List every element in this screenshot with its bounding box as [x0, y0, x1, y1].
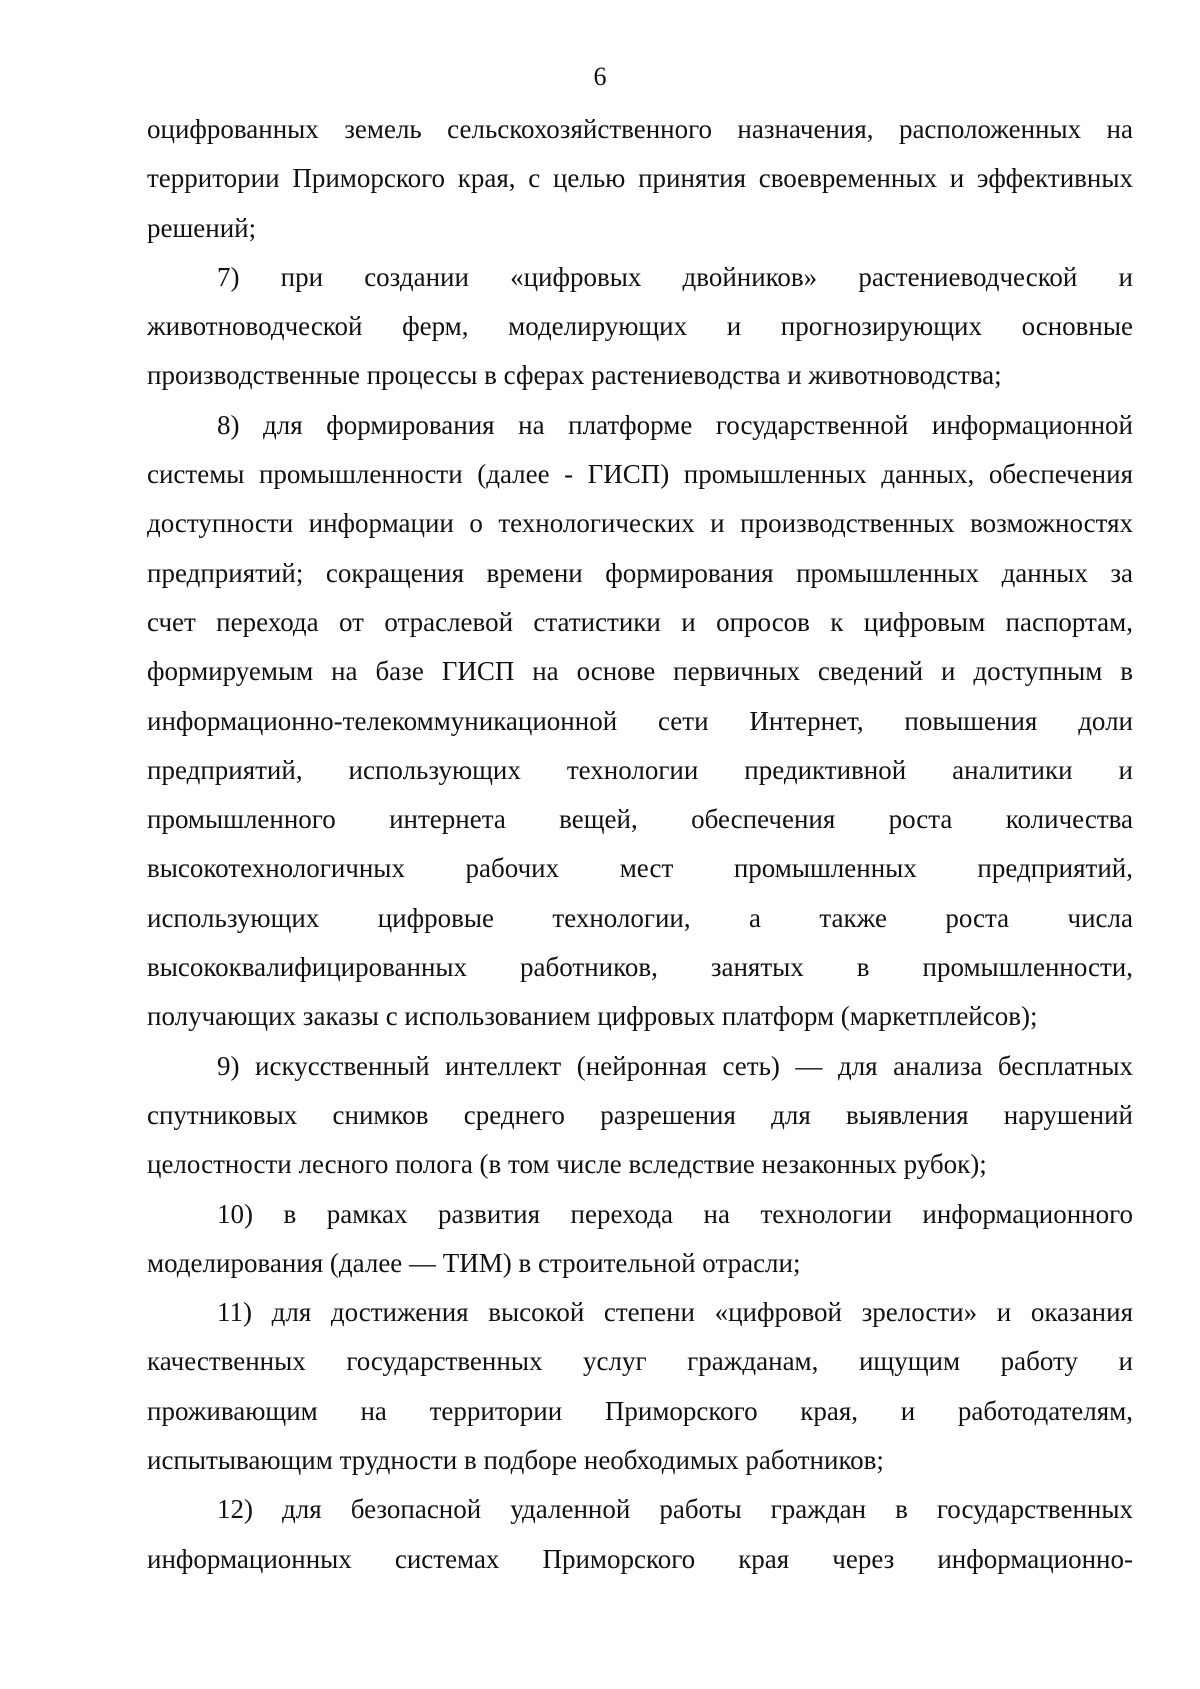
- paragraph-item-7: [147, 253, 1133, 401]
- text-line: целостности лесного полога (в том числе вследствие незаконных рубок);: [147, 1149, 987, 1180]
- text-line: высокотехнологичных рабочих мест промышленных предприятий,: [147, 853, 1133, 884]
- text-line: животноводческой ферм, моделирующих и прогнозирующих основные: [147, 311, 1133, 342]
- text-line: системы промышленности (далее - ГИСП) промышленных данных, обеспечения: [147, 459, 1133, 490]
- text-line: оцифрованных земель сельскохозяйственного назначения, расположенных на: [147, 114, 1133, 144]
- text-line: информационных системах Приморского края через информационно-: [147, 1543, 1133, 1574]
- text-line: проживающим на территории Приморского края, и работодателям,: [147, 1395, 1133, 1426]
- text-line: 7) при создании «цифровых двойников» растениеводческой и: [217, 261, 1133, 292]
- paragraph-item-10: [147, 1190, 1133, 1289]
- paragraph-continuation: [147, 105, 1133, 253]
- text-line: информационно-телекоммуникационной сети Интернет, повышения доли: [147, 705, 1133, 736]
- text-line: решений;: [147, 212, 257, 243]
- text-line: доступности информации о технологических и производственных возможностях: [147, 508, 1133, 539]
- text-line: предприятий; сокращения времени формирования промышленных данных за: [147, 557, 1133, 588]
- text-line: производственные процессы в сферах растениеводства и животноводства;: [147, 360, 1002, 391]
- text-line: моделирования (далее — ТИМ) в строительной отрасли;: [147, 1247, 801, 1278]
- text-line: 9) искусственный интеллект (нейронная сеть) — для анализа бесплатных: [217, 1050, 1133, 1081]
- text-line: счет перехода от отраслевой статистики и опросов к цифровым паспортам,: [147, 606, 1133, 637]
- text-line: предприятий, использующих технологии предиктивной аналитики и: [147, 754, 1133, 785]
- text-line: территории Приморского края, с целью принятия своевременных и эффективных: [147, 163, 1133, 194]
- text-line: использующих цифровые технологии, а также роста числа: [147, 902, 1133, 933]
- paragraph-item-9: [147, 1042, 1133, 1190]
- text-line: 10) в рамках развития перехода на технологии информационного: [217, 1198, 1133, 1229]
- text-line: качественных государственных услуг гражданам, ищущим работу и: [147, 1346, 1133, 1377]
- text-line: 11) для достижения высокой степени «цифровой зрелости» и оказания: [217, 1297, 1133, 1328]
- text-line: спутниковых снимков среднего разрешения для выявления нарушений: [147, 1099, 1133, 1130]
- text-line: 8) для формирования на платформе государственной информационной: [217, 409, 1133, 440]
- text-line: высококвалифицированных работников, занятых в промышленности,: [147, 952, 1133, 983]
- paragraph-item-8: [147, 401, 1133, 1042]
- document-body: [147, 105, 1133, 1584]
- paragraph-item-12: [147, 1485, 1133, 1584]
- text-line: промышленного интернета вещей, обеспечения роста количества: [147, 804, 1133, 835]
- page-number: 6: [593, 62, 607, 91]
- text-line: формируемым на базе ГИСП на основе первичных сведений и доступным в: [147, 656, 1133, 687]
- text-line: испытывающим трудности в подборе необходимых работников;: [147, 1445, 884, 1476]
- text-line: получающих заказы с использованием цифровых платформ (маркетплейсов);: [147, 1001, 1038, 1032]
- paragraph-item-11: [147, 1288, 1133, 1485]
- text-line: 12) для безопасной удаленной работы граждан в государственных: [217, 1494, 1133, 1525]
